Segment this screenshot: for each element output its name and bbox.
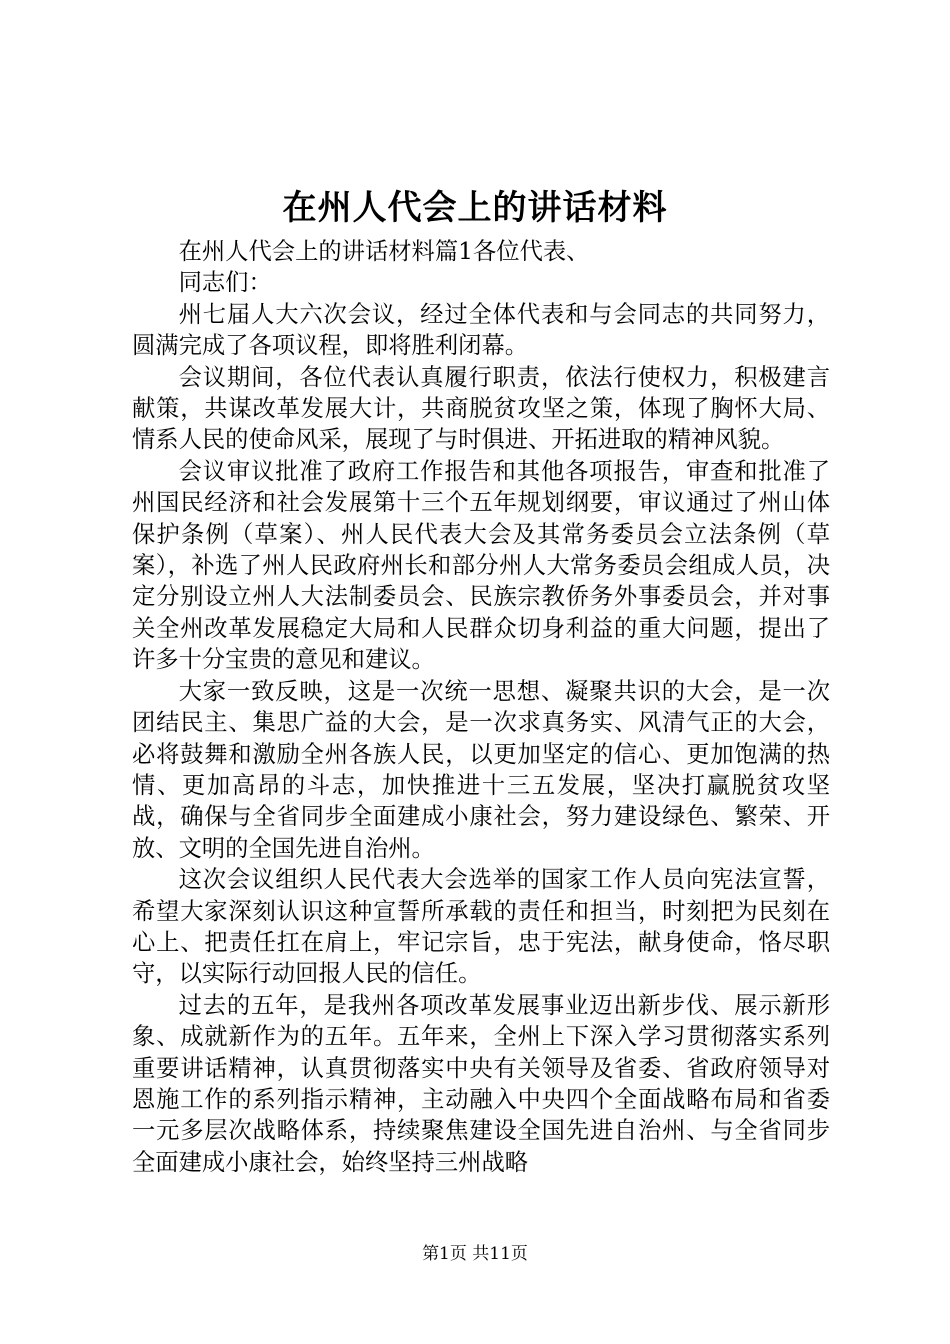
paragraph: 同志们： xyxy=(178,269,272,297)
paragraph: 这次会议组织人民代表大会选举的国家工作人员向宪法宣誓，希望大家深刻认识这种宣誓所承载的责任和担当，时刻把为民刻在心上、把责任扛在肩上，牢记宗旨，忠于宪法，献身使命，恪尽职守，以实际行动回报人民的信任。 xyxy=(132,866,830,988)
paragraph: 会议期间，各位代表认真履行职责，依法行使权力，积极建言献策，共谋改革发展大计，共商脱贫攻坚之策，体现了胸怀大局、情系人民的使命风采，展现了与时俱进、开拓进取的精神风貌。 xyxy=(132,363,830,454)
document-body xyxy=(132,236,830,1178)
page-number-footer: 第1页 共11页 xyxy=(422,1244,528,1264)
paragraph: 过去的五年，是我州各项改革发展事业迈出新步伐、展示新形象、成就新作为的五年。五年来，全州上下深入学习贯彻落实系列重要讲话精神，认真贯彻落实中央有关领导及省委、省政府领导对恩施工作的系列指示精神，主动融入中央四个全面战略布局和省委一元多层次战略体系，持续聚焦建设全国先进自治州、与全省同步全面建成小康社会，始终坚持三州战略 xyxy=(132,991,830,1176)
paragraph: 会议审议批准了政府工作报告和其他各项报告，审查和批准了州国民经济和社会发展第十三个五年规划纲要，审议通过了州山体保护条例（草案）、州人民代表大会及其常务委员会立法条例（草案），补选了州人民政府州长和部分州人大常务委员会组成人员，决定分别设立州人大法制委员会、民族宗教侨务外事委员会，并对事关全州改革发展稳定大局和人民群众切身利益的重大问题，提出了许多十分宝贵的意见和建议。 xyxy=(132,457,830,674)
paragraph: 州七届人大六次会议，经过全体代表和与会同志的共同努力，圆满完成了各项议程，即将胜利闭幕。 xyxy=(132,300,830,360)
document-title: 在州人代会上的讲话材料 xyxy=(282,188,668,228)
paragraph: 在州人代会上的讲话材料篇1各位代表、 xyxy=(178,238,590,265)
paragraph: 大家一致反映，这是一次统一思想、凝聚共识的大会，是一次团结民主、集思广益的大会，是一次求真务实、风清气正的大会，必将鼓舞和激励全州各族人民，以更加坚定的信心、更加饱满的热情、更加高昂的斗志，加快推进十三五发展，坚决打赢脱贫攻坚战，确保与全省同步全面建成小康社会，努力建设绿色、繁荣、开放、文明的全国先进自治州。 xyxy=(132,677,830,862)
